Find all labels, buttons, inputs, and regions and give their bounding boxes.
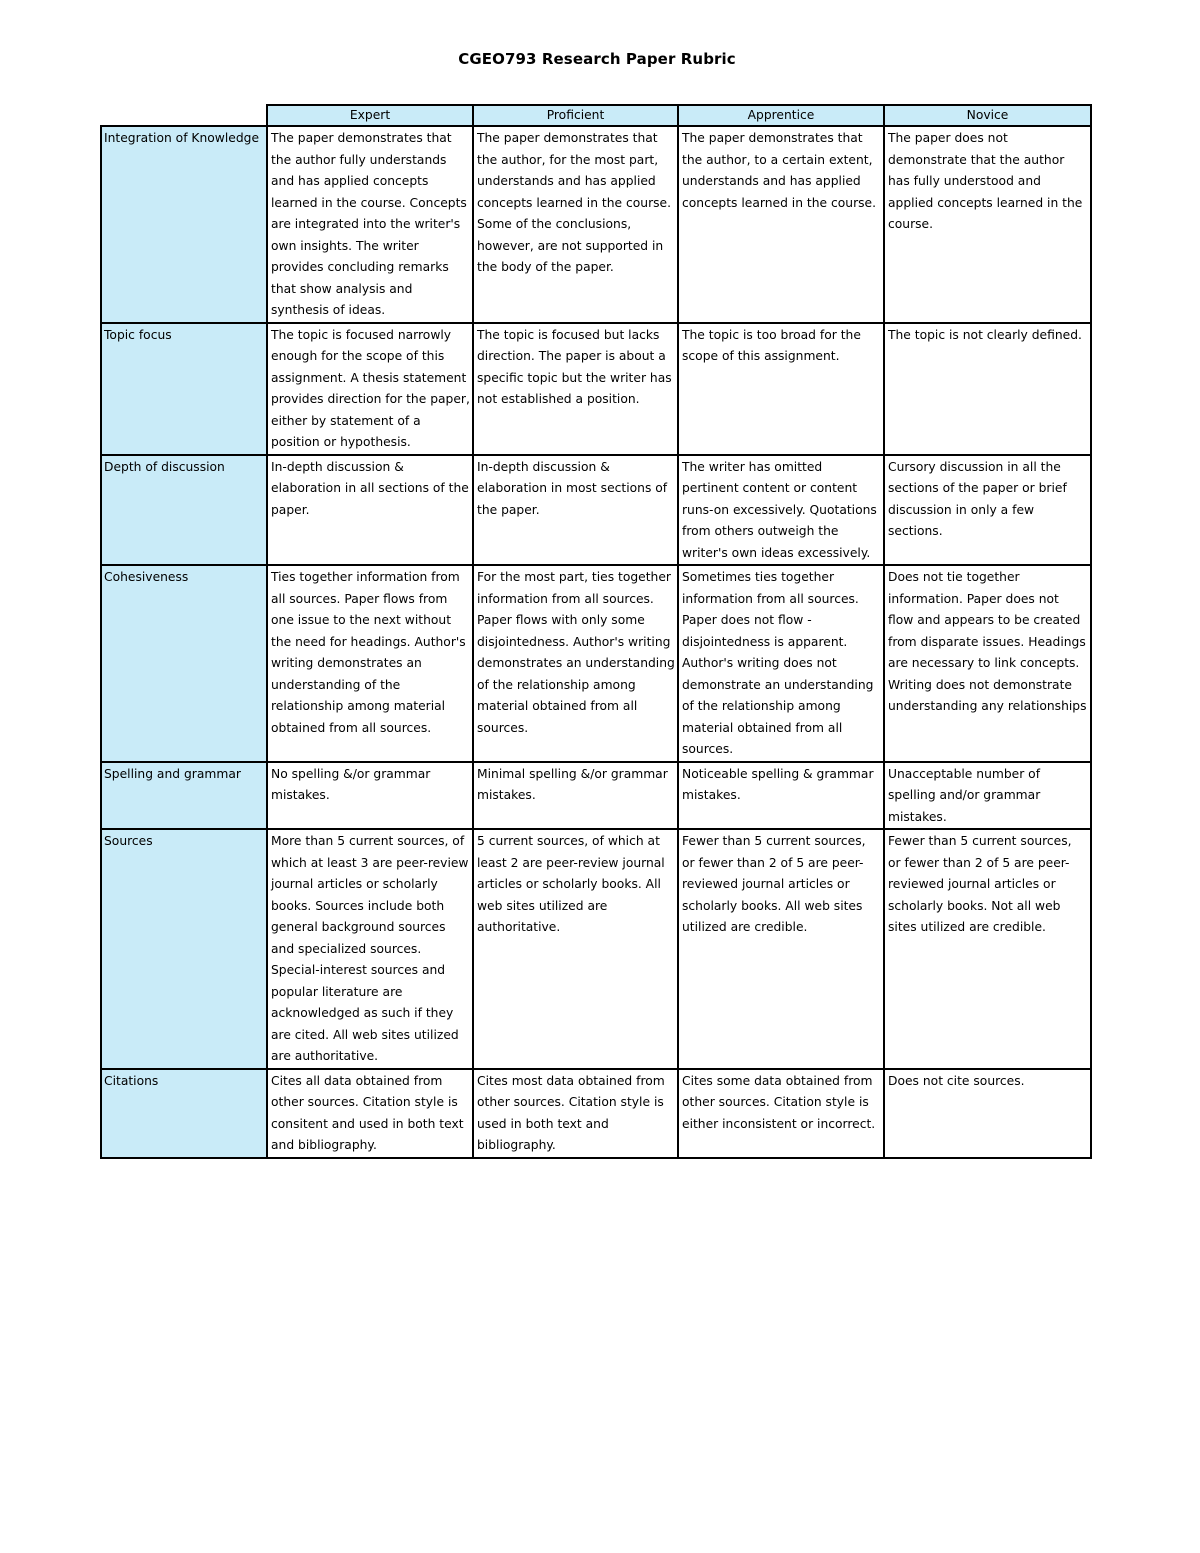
- rubric-cell-expert: Cites all data obtained from other sources. Citation style is consitent and used in both text and bibliography.: [267, 1069, 473, 1158]
- rubric-cell-apprentice: Fewer than 5 current sources, or fewer than 2 of 5 are peer-reviewed journal articles or scholarly books. All web sites utilized are credible.: [678, 829, 884, 1069]
- criterion-label: Cohesiveness: [101, 565, 267, 762]
- corner-cell: [101, 105, 267, 126]
- rubric-cell-proficient: 5 current sources, of which at least 2 are peer-review journal articles or scholarly books. All web sites utilized are authoritative.: [473, 829, 678, 1069]
- criterion-label: Spelling and grammar: [101, 762, 267, 830]
- rubric-cell-proficient: For the most part, ties together information from all sources. Paper flows with only some disjointedness. Author's writing demonstrates an understanding of the relationship among material obtained from all sources.: [473, 565, 678, 762]
- rubric-row-sources: [101, 829, 1091, 1069]
- rubric-row-topic-focus: [101, 323, 1091, 455]
- rubric-cell-apprentice: The topic is too broad for the scope of this assignment.: [678, 323, 884, 455]
- rubric-row-citations: [101, 1069, 1091, 1158]
- rubric-cell-apprentice: Sometimes ties together information from all sources. Paper does not flow - disjointedness is apparent. Author's writing does not demonstrate an understanding of the relationship among material obtained from all sources.: [678, 565, 884, 762]
- rubric-row-depth: [101, 455, 1091, 566]
- rubric-cell-proficient: Minimal spelling &/or grammar mistakes.: [473, 762, 678, 830]
- criterion-label: Integration of Knowledge: [101, 126, 267, 323]
- rubric-cell-apprentice: The paper demonstrates that the author, to a certain extent, understands and has applied concepts learned in the course.: [678, 126, 884, 323]
- rubric-cell-expert: No spelling &/or grammar mistakes.: [267, 762, 473, 830]
- rubric-cell-expert: In-depth discussion & elaboration in all sections of the paper.: [267, 455, 473, 566]
- criterion-label: Sources: [101, 829, 267, 1069]
- column-header-proficient: Proficient: [473, 105, 678, 126]
- rubric-cell-apprentice: Noticeable spelling & grammar mistakes.: [678, 762, 884, 830]
- column-header-novice: Novice: [884, 105, 1091, 126]
- criterion-label: Depth of discussion: [101, 455, 267, 566]
- rubric-cell-novice: Does not tie together information. Paper does not flow and appears to be created from disparate issues. Headings are necessary to link concepts. Writing does not demonstrate understanding any relationships: [884, 565, 1091, 762]
- rubric-cell-expert: More than 5 current sources, of which at least 3 are peer-review journal articles or scholarly books. Sources include both general background sources and specialized sources. Special-interest sources and popular literature are acknowledged as such if they are cited. All web sites utilized are authoritative.: [267, 829, 473, 1069]
- criterion-label: Citations: [101, 1069, 267, 1158]
- rubric-cell-proficient: In-depth discussion & elaboration in most sections of the paper.: [473, 455, 678, 566]
- rubric-cell-proficient: The topic is focused but lacks direction. The paper is about a specific topic but the writer has not established a position.: [473, 323, 678, 455]
- criterion-label: Topic focus: [101, 323, 267, 455]
- rubric-cell-novice: Cursory discussion in all the sections of the paper or brief discussion in only a few sections.: [884, 455, 1091, 566]
- header-row: [101, 105, 1091, 126]
- rubric-cell-novice: Does not cite sources.: [884, 1069, 1091, 1158]
- rubric-cell-novice: The topic is not clearly defined.: [884, 323, 1091, 455]
- rubric-row-integration: [101, 126, 1091, 323]
- rubric-cell-novice: Fewer than 5 current sources, or fewer than 2 of 5 are peer-reviewed journal articles or scholarly books. Not all web sites utilized are credible.: [884, 829, 1091, 1069]
- column-header-expert: Expert: [267, 105, 473, 126]
- rubric-cell-expert: The topic is focused narrowly enough for the scope of this assignment. A thesis statement provides direction for the paper, either by statement of a position or hypothesis.: [267, 323, 473, 455]
- rubric-table: [100, 104, 1092, 1159]
- rubric-cell-expert: The paper demonstrates that the author fully understands and has applied concepts learned in the course. Concepts are integrated into the writer's own insights. The writer provides concluding remarks that show analysis and synthesis of ideas.: [267, 126, 473, 323]
- rubric-cell-proficient: The paper demonstrates that the author, for the most part, understands and has applied concepts learned in the course. Some of the conclusions, however, are not supported in the body of the paper.: [473, 126, 678, 323]
- rubric-cell-proficient: Cites most data obtained from other sources. Citation style is used in both text and bibliography.: [473, 1069, 678, 1158]
- rubric-cell-novice: The paper does not demonstrate that the author has fully understood and applied concepts learned in the course.: [884, 126, 1091, 323]
- rubric-cell-novice: Unacceptable number of spelling and/or grammar mistakes.: [884, 762, 1091, 830]
- page-title: CGEO793 Research Paper Rubric: [458, 50, 736, 68]
- rubric-cell-expert: Ties together information from all sources. Paper flows from one issue to the next without the need for headings. Author's writing demonstrates an understanding of the relationship among material obtained from all sources.: [267, 565, 473, 762]
- rubric-row-cohesiveness: [101, 565, 1091, 762]
- rubric-cell-apprentice: The writer has omitted pertinent content or content runs-on excessively. Quotations from others outweigh the writer's own ideas excessively.: [678, 455, 884, 566]
- rubric-cell-apprentice: Cites some data obtained from other sources. Citation style is either inconsistent or incorrect.: [678, 1069, 884, 1158]
- rubric-row-spelling: [101, 762, 1091, 830]
- column-header-apprentice: Apprentice: [678, 105, 884, 126]
